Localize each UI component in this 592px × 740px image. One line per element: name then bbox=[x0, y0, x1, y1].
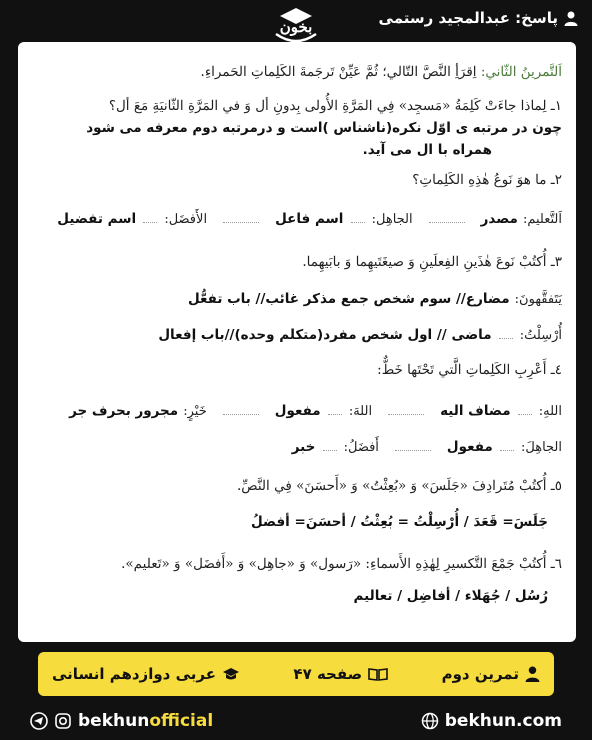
exercise-intro bbox=[201, 64, 562, 80]
term: الجاهِل: bbox=[371, 212, 413, 227]
answer-4-item bbox=[275, 400, 372, 419]
footer-band bbox=[38, 652, 554, 696]
value: اسم فاعل bbox=[275, 211, 344, 227]
question-6: ٦ـ أُكتُبْ جَمْعَ التَّكسيرِ لِهٰذِهِ الأَسماءِ: «رَسول» وَ «جاهِل» وَ «أَفضَل» وَ «تَعليم». bbox=[121, 556, 562, 572]
answer-2-item bbox=[57, 208, 207, 227]
exercise-instruction: اِقرَأِ النَّصَّ التّالي؛ ثُمَّ عَيِّنْ تَرجَمةَ الكَلِماتِ الحَمراءِ. bbox=[200, 64, 477, 80]
bekhun-logo bbox=[270, 4, 322, 48]
bottom-bar bbox=[0, 702, 592, 740]
answer-6: رُسُل / جُهَلاء / أفاضِل / تعالیم bbox=[353, 588, 548, 604]
answer-4-item bbox=[292, 436, 379, 455]
handle-part-a: bekhun bbox=[78, 711, 150, 731]
instagram-icon[interactable] bbox=[54, 712, 72, 730]
term: الجاهِلَ: bbox=[520, 440, 562, 455]
term: اللهِ: bbox=[538, 404, 562, 419]
footer-exercise-text: تمرین دوم bbox=[441, 665, 519, 683]
answer-2-row bbox=[57, 208, 562, 227]
author-label bbox=[379, 9, 578, 27]
answer-5: جَلَسَ= قَعَدَ / أُرْسِلْتُ = بُعِثْتُ / أحسَنَ= أفضلُ bbox=[250, 514, 548, 530]
graduation-cap-icon bbox=[222, 667, 240, 681]
term: يَتَفقَّهونَ: bbox=[514, 292, 562, 307]
telegram-icon[interactable] bbox=[30, 712, 48, 730]
answer-2-item bbox=[481, 208, 562, 227]
footer-book bbox=[52, 665, 240, 683]
term: أُرْسِلْتُ: bbox=[519, 328, 562, 343]
question-5: ٥ـ أُكتُبْ مُتَرادِفَ «جَلَسَ» وَ «بُعِثْتُ» وَ «أَحسَنَ» فِي النَّصِّ. bbox=[237, 478, 562, 494]
value: مصدر bbox=[480, 211, 518, 227]
answer-3-item bbox=[188, 288, 562, 307]
question-4: ٤ـ أَعْرِبِ الكَلِماتِ الَّتي تَحْتَها خَطٌّ: bbox=[377, 362, 562, 378]
open-book-icon bbox=[368, 667, 388, 681]
user-icon bbox=[564, 11, 578, 26]
answer-1-line-2: همراه با ال می آید. bbox=[362, 142, 492, 158]
value: خبر bbox=[291, 439, 316, 455]
answer-4-item bbox=[440, 400, 562, 419]
term: خَيْرٍ: bbox=[183, 404, 207, 419]
question-3: ٣ـ أُكتُبْ نَوعَ هٰذَينِ الفِعلَينِ وَ صيغَتَيهِما وَ بابَيهِما. bbox=[302, 254, 562, 270]
value: مفعول bbox=[446, 439, 493, 455]
footer-book-text: عربی دوازدهم انسانی bbox=[52, 665, 216, 683]
footer-exercise bbox=[442, 665, 540, 683]
value: مجرور بحرف جر bbox=[69, 403, 179, 419]
term: اَلتَّعليم: bbox=[522, 212, 562, 227]
logo-text: بخون bbox=[279, 18, 313, 36]
value: مضاف الیه bbox=[440, 403, 511, 419]
question-2: ٢ـ ما هوَ نَوعُ هٰذِهِ الكَلِماتِ؟ bbox=[412, 172, 562, 188]
author-text: پاسخ: عبدالمجید رستمی bbox=[378, 9, 558, 27]
answer-4-item bbox=[69, 400, 207, 419]
social-handle[interactable] bbox=[30, 711, 213, 731]
answer-4-row-2 bbox=[292, 436, 562, 455]
term: أَفضَلُ: bbox=[343, 440, 379, 455]
term: اللهَ: bbox=[348, 404, 373, 419]
value: مفعول bbox=[274, 403, 321, 419]
exercise-label: اَلتَّمرينُ الثّاني: bbox=[480, 64, 562, 80]
term: الأَفضَل: bbox=[164, 212, 208, 227]
website-text: bekhun.com bbox=[444, 711, 562, 731]
value: مضارع// سوم شخص جمع مذکر غائب// باب تفعُّل bbox=[187, 291, 510, 307]
answer-4-item bbox=[447, 436, 562, 455]
answer-3-item bbox=[158, 324, 562, 343]
footer-page-text: صفحه ۴۷ bbox=[293, 665, 363, 683]
answer-1-line-1: چون در مرتبه ی اوّل نکره(ناشناس )است و درمرتبه دوم معرفه می شود bbox=[86, 120, 562, 136]
globe-icon bbox=[421, 712, 439, 730]
answer-2-item bbox=[275, 208, 413, 227]
question-1: ١ـ لِماذا جاءَتْ كَلِمَةُ «مَسجِد» فِي المَرَّةِ الأُولى بِدونِ أل وَ في المَرَّةِ الثّانيَةِ مَعَ أل؟ bbox=[108, 98, 562, 114]
website-link[interactable] bbox=[421, 711, 562, 731]
footer-page bbox=[293, 665, 388, 683]
user-icon bbox=[525, 666, 540, 682]
value: اسم تفضیل bbox=[57, 211, 137, 227]
answer-4-row-1 bbox=[69, 400, 562, 419]
handle-part-b: official bbox=[149, 711, 214, 731]
value: ماضی // اول شخص مفرد(متکلم وحده)//باب إفعال bbox=[158, 327, 492, 343]
